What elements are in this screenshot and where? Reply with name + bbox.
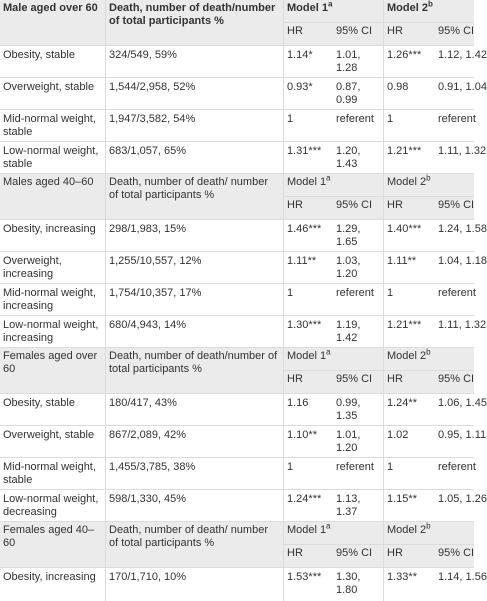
death-cell: 324/549, 59%	[105, 46, 283, 77]
model1-header: Model 1$^a$	[283, 174, 383, 196]
hr2-cell: 1.26***	[383, 46, 435, 77]
hr2-cell: 1.21***	[383, 142, 435, 173]
hr1-header: HR	[283, 196, 333, 219]
ci2-header: 95% CI	[435, 370, 474, 393]
hr1-cell: 1	[283, 284, 333, 315]
table-row	[0, 426, 487, 458]
hr1-header: HR	[283, 370, 333, 393]
ci1-header: 95% CI	[333, 544, 383, 567]
ci2-cell: 1.12, 1.42	[438, 49, 487, 61]
table-row	[0, 220, 487, 252]
hr1-header: HR	[283, 544, 333, 567]
ci1-header: 95% CI	[333, 370, 383, 393]
table-row	[0, 316, 487, 348]
group-cell: Low-normal weight, increasing	[3, 319, 99, 344]
hr1-cell: 1.53***	[283, 568, 333, 601]
death-cell: 680/4,943, 14%	[105, 316, 283, 347]
death-cell: 867/2,089, 42%	[105, 426, 283, 457]
hr1-cell: 1.16	[283, 394, 333, 425]
group-cell: Obesity, stable	[3, 397, 75, 409]
ci1-cell: 1.03, 1.20	[336, 255, 361, 280]
hr2-cell: 1.21***	[383, 316, 435, 347]
ci2-header: 95% CI	[435, 196, 474, 219]
ci1-cell: 1.20, 1.43	[336, 145, 361, 170]
group-cell: Mid-normal weight, stable	[3, 113, 96, 138]
table-row	[0, 284, 474, 316]
ci1-cell: 1.29, 1.65	[336, 223, 361, 248]
table-row	[0, 490, 487, 522]
hr1-cell: 1.24***	[283, 490, 333, 521]
ci2-cell: 1.11, 1.32	[438, 319, 487, 331]
hr1-cell: 1.14*	[283, 46, 333, 77]
model1-header: Model 1$^a$	[283, 522, 383, 544]
ci2-header: 95% CI	[435, 22, 474, 45]
group-header: Females aged 40–60	[3, 524, 95, 549]
group-header: Females aged over 60	[3, 350, 98, 375]
model2-header: Model 2$^b$	[383, 522, 474, 544]
table-row	[0, 46, 487, 78]
hr2-cell: 1.11**	[383, 252, 435, 283]
model1-header: Model 1$^a$	[283, 348, 383, 370]
ci2-cell: referent	[438, 461, 476, 473]
death-cell: 1,754/10,357, 17%	[105, 284, 283, 315]
death-cell: 1,455/3,785, 38%	[105, 458, 283, 489]
group-cell: Overweight, stable	[3, 81, 95, 93]
hr1-cell: 0.93*	[283, 78, 333, 109]
group-header: Male aged over 60	[3, 2, 98, 14]
group-cell: Obesity, increasing	[3, 571, 96, 583]
ci2-cell: 1.24, 1.58	[438, 223, 487, 235]
hr2-cell: 1.02	[383, 426, 435, 457]
table-row	[0, 394, 487, 426]
death-cell: 180/417, 43%	[105, 394, 283, 425]
group-cell: Low-normal weight, stable	[3, 145, 99, 170]
group-cell: Low-normal weight, decreasing	[3, 493, 99, 518]
ci2-header: 95% CI	[435, 544, 474, 567]
hr2-cell: 1	[383, 458, 435, 489]
ci1-cell: 1.01, 1.28	[336, 49, 361, 74]
section-header-female-40-60	[0, 522, 474, 568]
ci2-cell: 1.05, 1.26	[438, 493, 487, 505]
ci1-header: 95% CI	[333, 196, 383, 219]
hr2-header: HR	[383, 22, 435, 45]
model2-header: Model 2$^b$	[383, 348, 474, 370]
death-cell: 1,947/3,582, 54%	[105, 110, 283, 141]
hr2-header: HR	[383, 370, 435, 393]
death-cell: 298/1,983, 15%	[105, 220, 283, 251]
group-cell: Overweight, stable	[3, 429, 95, 441]
death-column-header: Death, number of death/number of total participants %	[105, 348, 283, 393]
table-row	[0, 252, 487, 284]
section-header-male-over-60	[0, 0, 474, 46]
ci2-cell: 1.06, 1.45	[438, 397, 487, 409]
section-header-female-over-60	[0, 348, 474, 394]
table-row	[0, 142, 487, 174]
hr1-cell: 1	[283, 458, 333, 489]
hr2-cell: 1	[383, 110, 435, 141]
death-cell: 1,544/2,958, 52%	[105, 78, 283, 109]
hr1-cell: 1.30***	[283, 316, 333, 347]
ci1-cell: 0.99, 1.35	[336, 397, 361, 422]
hr2-cell: 1.40***	[383, 220, 435, 251]
ci2-cell: referent	[438, 287, 476, 299]
ci2-cell: 1.11, 1.32	[438, 145, 487, 157]
table-row	[0, 78, 487, 110]
group-cell: Mid-normal weight, stable	[3, 461, 96, 486]
ci2-cell: 1.04, 1.18	[438, 255, 487, 267]
hr1-cell: 1.10**	[283, 426, 333, 457]
model2-header: Model 2$^b$	[383, 0, 474, 22]
hr1-cell: 1.46***	[283, 220, 333, 251]
group-cell: Obesity, increasing	[3, 223, 96, 235]
hr2-cell: 0.98	[383, 78, 435, 109]
table-row	[0, 110, 474, 142]
death-cell: 1,255/10,557, 12%	[105, 252, 283, 283]
hr2-header: HR	[383, 544, 435, 567]
table-row	[0, 458, 474, 490]
ci2-cell: 1.14, 1.56	[438, 571, 487, 583]
section-header-male-40-60	[0, 174, 474, 220]
death-column-header: Death, number of death/ number of total participants %	[105, 522, 283, 567]
ci1-cell: 1.01, 1.20	[336, 429, 361, 454]
ci1-cell: 0.87, 0.99	[336, 81, 361, 106]
ci2-cell: referent	[438, 113, 476, 125]
death-column-header: Death, number of death/number of total participants %	[105, 0, 283, 45]
model1-header: Model 1$^a$	[283, 0, 383, 22]
group-header: Males aged 40–60	[3, 176, 94, 188]
ci2-cell: 0.95, 1.11	[438, 429, 487, 441]
ci2-cell: 0.91, 1.04	[438, 81, 487, 93]
ci1-cell: 1.19, 1.42	[336, 319, 361, 344]
hr2-cell: 1.24**	[383, 394, 435, 425]
death-cell: 683/1,057, 65%	[105, 142, 283, 173]
ci1-cell: 1.30, 1.80	[336, 571, 361, 596]
group-cell: Mid-normal weight, increasing	[3, 287, 96, 312]
table-row	[0, 568, 487, 601]
ci1-cell: referent	[336, 287, 374, 299]
death-cell: 170/1,710, 10%	[105, 568, 283, 601]
group-cell: Overweight, increasing	[3, 255, 62, 280]
hr1-cell: 1.11**	[283, 252, 333, 283]
hr2-header: HR	[383, 196, 435, 219]
hr1-cell: 1	[283, 110, 333, 141]
ci1-cell: 1.13, 1.37	[336, 493, 361, 518]
hr2-cell: 1.15**	[383, 490, 435, 521]
hr1-cell: 1.31***	[283, 142, 333, 173]
hr2-cell: 1	[383, 284, 435, 315]
death-column-header: Death, number of death/ number of total participants %	[105, 174, 283, 219]
ci1-cell: referent	[336, 461, 374, 473]
hr1-header: HR	[283, 22, 333, 45]
hr2-cell: 1.33**	[383, 568, 435, 601]
model2-header: Model 2$^b$	[383, 174, 474, 196]
death-cell: 598/1,330, 45%	[105, 490, 283, 521]
group-cell: Obesity, stable	[3, 49, 75, 61]
ci1-cell: referent	[336, 113, 374, 125]
ci1-header: 95% CI	[333, 22, 383, 45]
